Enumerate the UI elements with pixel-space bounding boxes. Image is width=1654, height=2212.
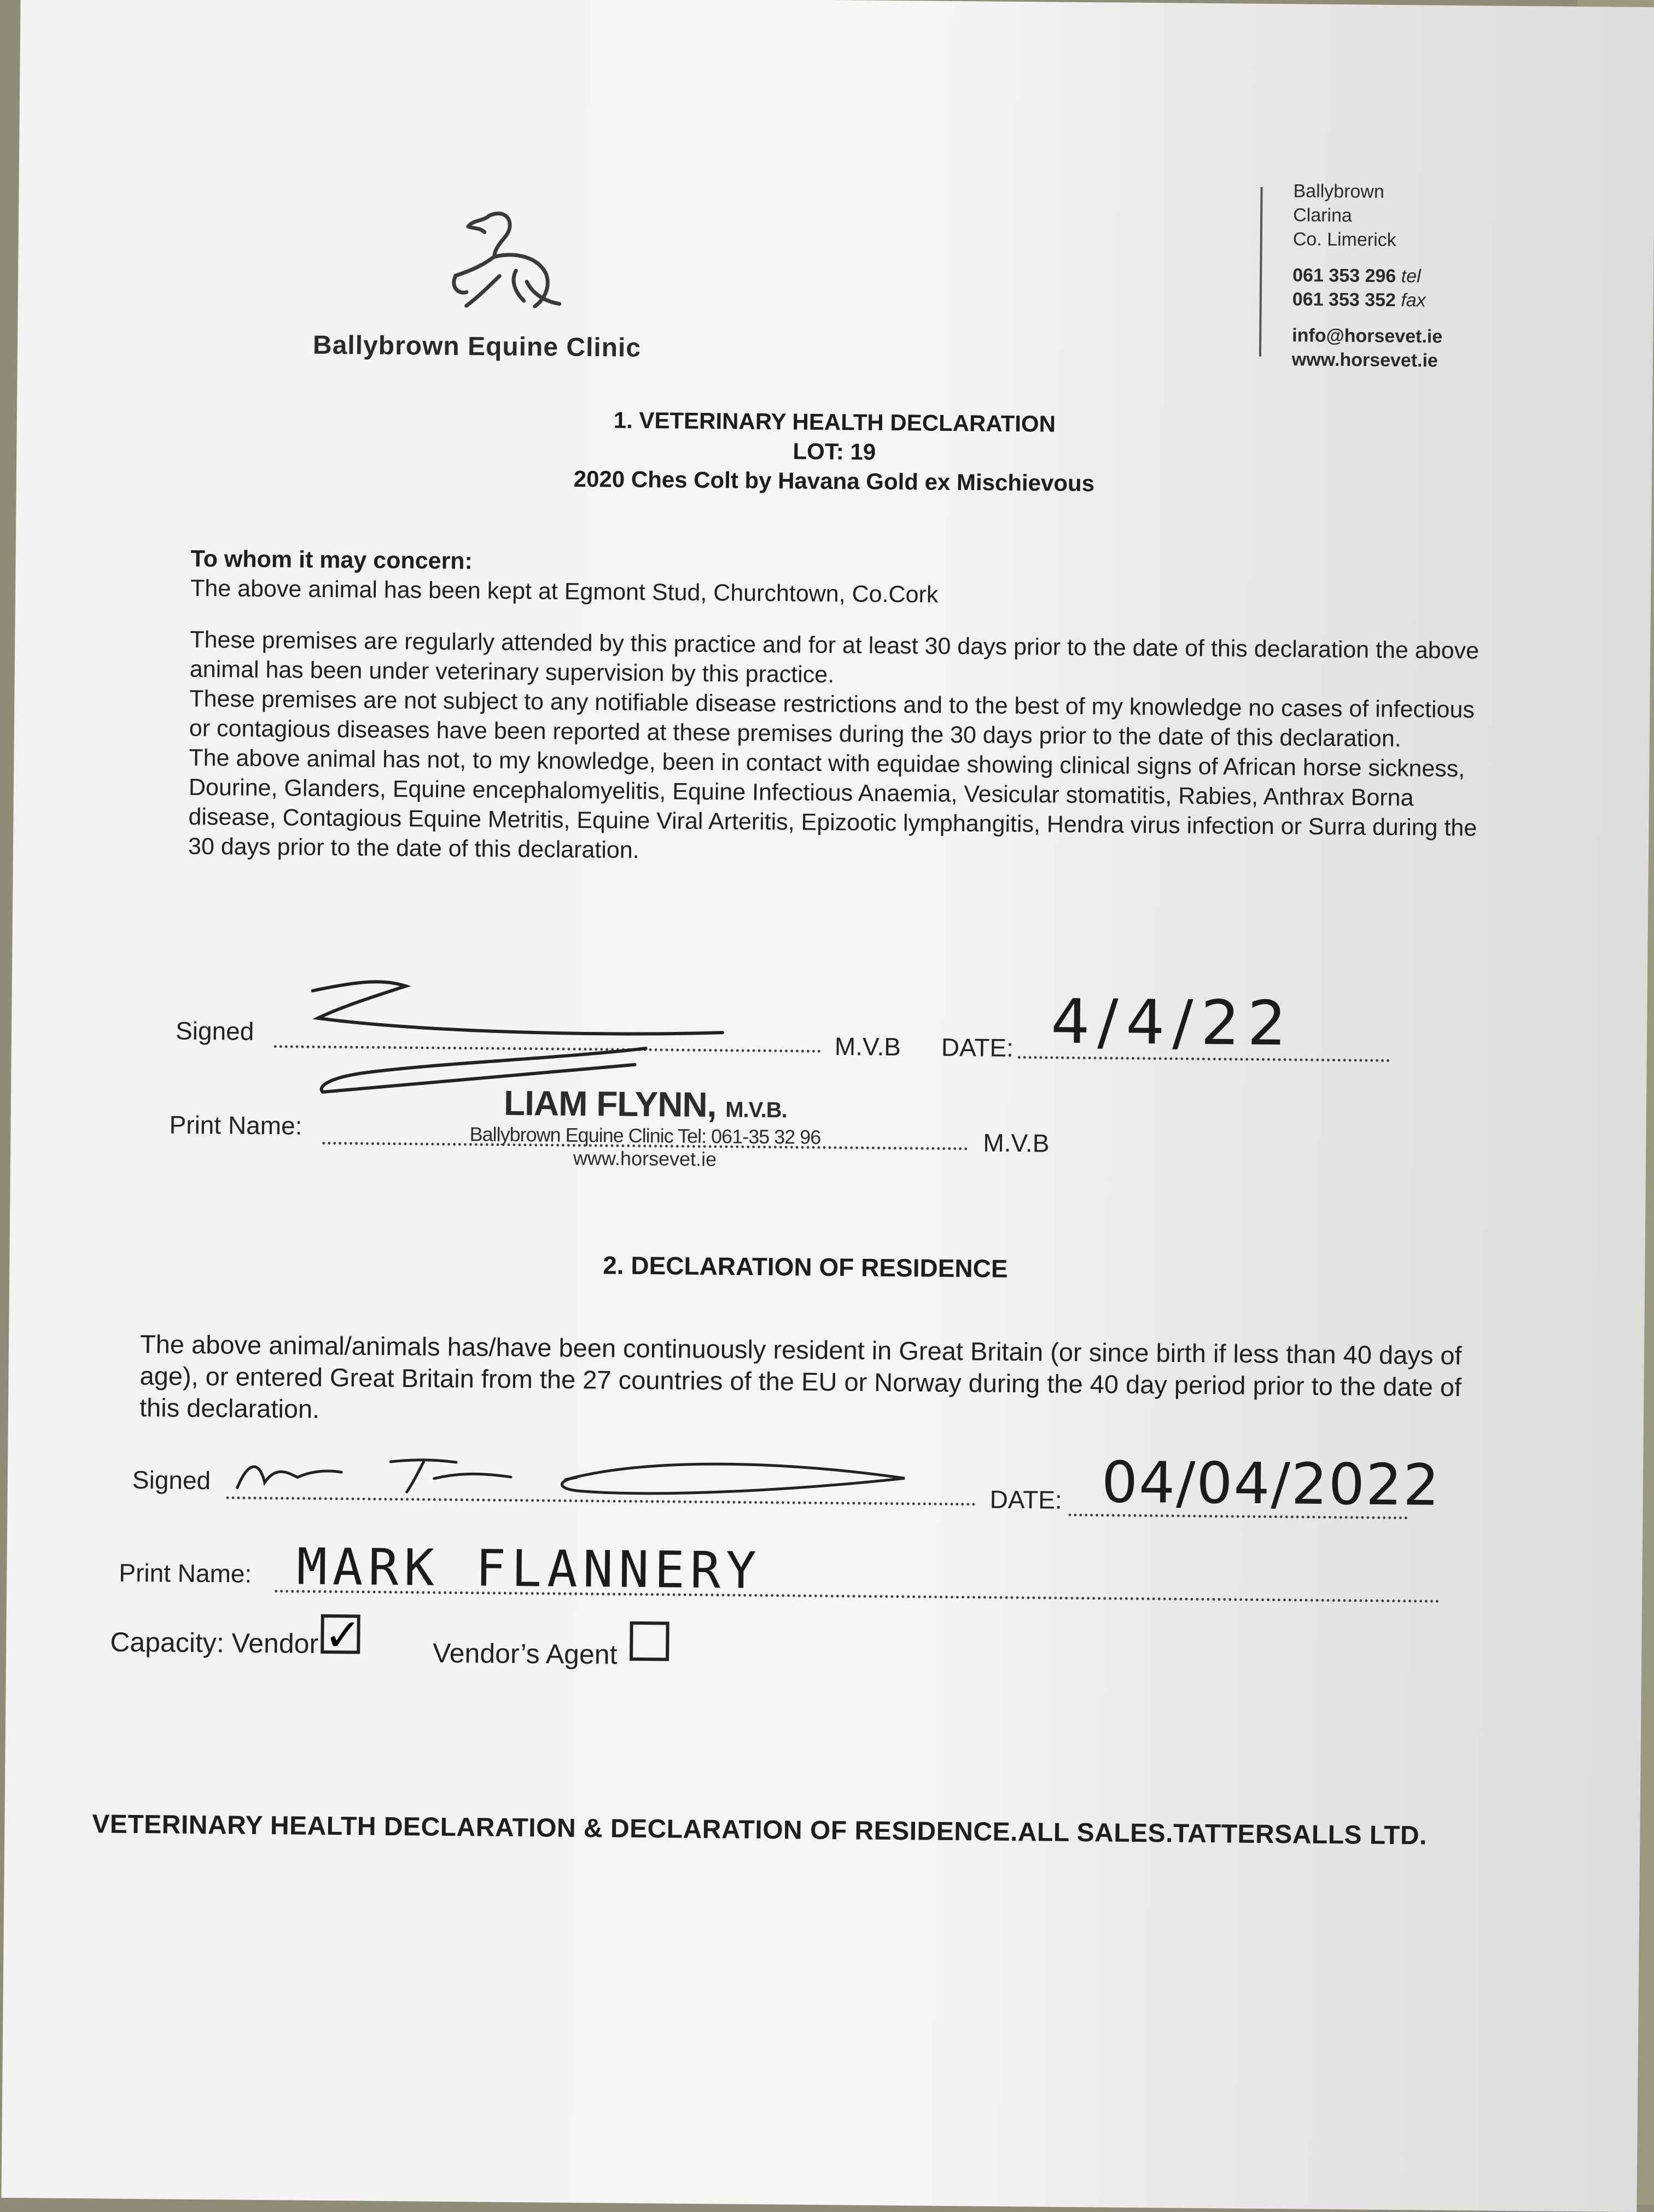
vendor-signed-label: Signed (132, 1465, 211, 1495)
website-address: www.horsevet.ie (1291, 349, 1438, 371)
salutation: To whom it may concern: (190, 545, 473, 575)
address-line: Clarina (1293, 205, 1353, 226)
vendors-agent-checkbox[interactable] (630, 1621, 669, 1661)
declaration-paragraph-2: These premises are not subject to any notifiable disease restrictions and to the best of my knowledge no cases of infectious or contagious diseases have been reported at these premises during the 30 days prior to the date of this declaration. (189, 685, 1475, 752)
declaration-paragraph-3: The above animal has not, to my knowledge, been in contact with equidae showing clinical signs of African horse sickness, Dourine, Glanders, Equine encephalomyelitis, Equine Infectious Anaemia, Vesicular stomatitis, Rabies, Anthrax Borna disease, Contagious Equine Metritis, Equine Viral Arteritis, Epizootic lymphangitis, Hendra virus infection or Surra during the 30 days prior to the date of this declaration. (188, 744, 1477, 863)
vendors-agent-label: Vendor’s Agent (432, 1637, 618, 1670)
document-footer: VETERINARY HEALTH DECLARATION & DECLARATION OF RESIDENCE.ALL SALES.TATTERSALLS LTD. (92, 1810, 1428, 1851)
vet-print-name-label: Print Name: (169, 1110, 302, 1140)
vet-mvb-label: M.V.B (834, 1032, 901, 1061)
address-line: Co. Limerick (1292, 229, 1396, 250)
vet-signed-label: Signed (175, 1016, 254, 1046)
vendor-checkbox[interactable] (321, 1610, 362, 1661)
vendor-date-value: 04/04/2022 (1101, 1449, 1441, 1519)
email-address: info@horsevet.ie (1292, 325, 1443, 347)
address-line: Ballybrown (1293, 180, 1385, 202)
kept-at-statement: The above animal has been kept at Egmont Stud, Churchtown, Co.Cork (190, 575, 939, 608)
vet-name-stamp: LIAM FLYNN, M.V.B. Ballybrown Equine Clinic Tel: 061-35 32 96 www.horsevet.ie (469, 1083, 821, 1171)
capacity-vendor-label: Capacity: Vendor (110, 1626, 319, 1659)
section2-title: 2. DECLARATION OF RESIDENCE (603, 1251, 1008, 1283)
letterhead-divider (1259, 187, 1263, 357)
vet-date-value: 4/4/22 (1050, 986, 1295, 1060)
vendor-print-name-value: MARK FLANNERY (296, 1537, 762, 1600)
section1-title: 1. VETERINARY HEALTH DECLARATION (613, 407, 1056, 437)
vendor-date-label: DATE: (989, 1485, 1062, 1514)
section1-body (188, 544, 1482, 886)
check-mark-icon: ✓ (324, 1610, 362, 1661)
vet-print-mvb-label: M.V.B (983, 1128, 1050, 1158)
residence-paragraph: The above animal/animals has/have been continuously resident in Great Britain (or since birth if less than 40 days of age), or entered Great Britain from the 27 countries of the EU or Norway during the 40 day period prior to the date of this declaration. (139, 1329, 1462, 1423)
clinic-address-block (1292, 179, 1444, 372)
telephone-line: 061 353 296 tel (1292, 265, 1421, 287)
horse-logo-icon (434, 205, 577, 315)
vendor-signature (226, 1438, 937, 1521)
lot-number: LOT: 19 (793, 438, 876, 465)
vet-date-label: DATE: (941, 1032, 1014, 1062)
document-page (1, 0, 1654, 2212)
animal-description: 2020 Ches Colt by Havana Gold ex Mischievous (573, 465, 1095, 497)
fax-line: 061 353 352 fax (1292, 289, 1426, 311)
clinic-name: Ballybrown Equine Clinic (312, 330, 642, 363)
declaration-paragraph-1: These premises are regularly attended by this practice and for at least 30 days prior to the date of this declaration the above animal has been under veterinary supervision by this practice. (189, 626, 1480, 688)
vendor-print-name-label: Print Name: (119, 1558, 252, 1588)
